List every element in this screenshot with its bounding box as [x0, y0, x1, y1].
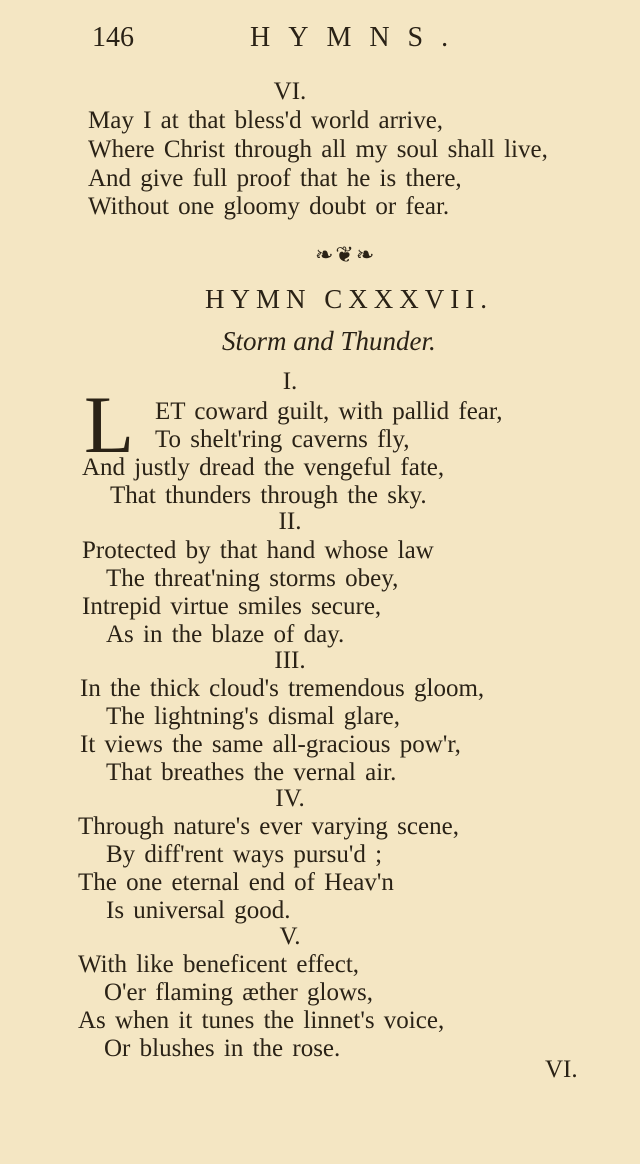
verse-line: It views the same all-gracious pow'r, [80, 731, 461, 758]
verse-line: To shelt'ring caverns fly, [155, 426, 410, 453]
hymn-title: HYMN CXXXVII. [205, 284, 493, 314]
verse-line: The threat'ning storms obey, [106, 565, 399, 592]
running-title: HYMNS. [250, 22, 467, 53]
stanza-number: V. [279, 923, 301, 950]
page-number: 146 [92, 22, 134, 53]
verse-line: And justly dread the vengeful fate, [82, 454, 445, 481]
stanza-number: VI. [273, 78, 307, 105]
verse-line: The lightning's dismal glare, [106, 703, 401, 730]
stanza-number: I. [282, 368, 298, 395]
verse-line: Intrepid virtue smiles secure, [82, 593, 382, 620]
verse-line: Without one gloomy doubt or fear. [88, 193, 450, 220]
page-header [0, 22, 640, 62]
verse-line: O'er flaming æther glows, [104, 979, 374, 1006]
verse-line: With like beneficent effect, [78, 951, 360, 978]
ornament-divider: ❧❦❧ [315, 242, 377, 267]
verse-line: And give full proof that he is there, [88, 165, 462, 192]
verse-line: ET coward guilt, with pallid fear, [155, 398, 503, 425]
catchword: VI. [545, 1056, 578, 1083]
verse-line: That thunders through the sky. [110, 482, 427, 509]
hymn-subtitle: Storm and Thunder. [222, 326, 436, 356]
verse-line: Is universal good. [106, 897, 291, 924]
verse-line: As in the blaze of day. [106, 621, 345, 648]
drop-cap: L [84, 379, 135, 470]
stanza-number: II. [278, 508, 302, 535]
verse-line: May I at that bless'd world arrive, [88, 107, 444, 134]
stanza-number: IV. [275, 785, 305, 812]
verse-line: As when it tunes the linnet's voice, [78, 1007, 445, 1034]
verse-line: In the thick cloud's tremendous gloom, [80, 675, 485, 702]
verse-line: Or blushes in the rose. [104, 1035, 341, 1062]
verse-line: That breathes the vernal air. [106, 759, 397, 786]
verse-line: Where Christ through all my soul shall live, [88, 136, 548, 163]
verse-line: By diff'rent ways pursu'd ; [106, 841, 383, 868]
verse-line: The one eternal end of Heav'n [78, 869, 394, 896]
stanza-number: III. [274, 647, 306, 674]
verse-line: Through nature's ever varying scene, [78, 813, 459, 840]
verse-line: Protected by that hand whose law [82, 537, 434, 564]
